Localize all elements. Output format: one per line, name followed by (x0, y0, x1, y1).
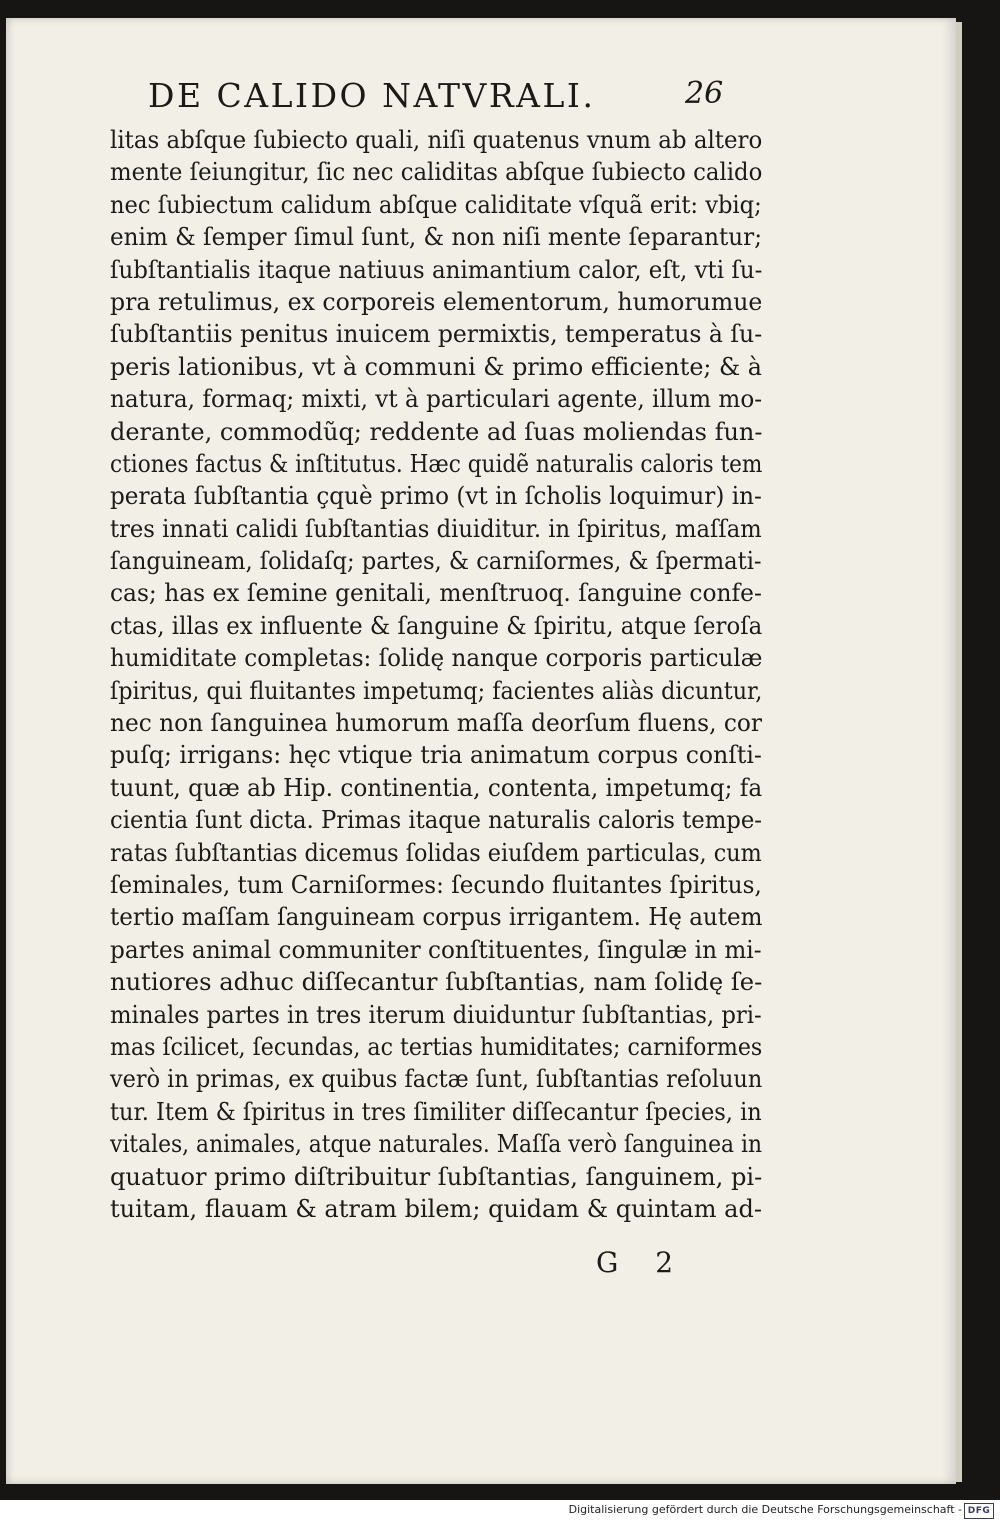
text-line: peris lationibus, vt à communi & primo efficiente; & à (110, 351, 762, 381)
text-line: perata ſubſtantia çquè primo (vt in ſcholis loquimur) in- (110, 481, 762, 511)
text-line: partes animal communiter conſtituentes, ſingulæ in mi- (110, 934, 762, 964)
text-line: tres innati calidi ſubſtantias diuiditur. in ſpiritus, maſſam (110, 513, 762, 543)
text-line: pra retulimus, ex corporeis elementorum, humorumue (110, 286, 763, 316)
text-line: nec non ſanguinea humorum maſſa deorſum fluens, cor (110, 708, 763, 738)
text-line: ſubſtantialis itaque natiuus animantium calor, eſt, vti ſu- (110, 254, 763, 284)
text-line: ſanguineam, ſolidaſq; partes, & carniſormes, & ſpermati- (110, 546, 762, 576)
text-line: nec ſubiectum calidum abſque caliditate vſquã erit: vbiq; (110, 189, 762, 219)
text-line: mente ſeiungitur, ſic nec caliditas abſque ſubiecto calido (110, 157, 763, 187)
text-line: minales partes in tres iterum diuiduntur ſubſtantias, pri- (110, 999, 762, 1029)
text-line: cientia ſunt dicta. Primas itaque naturalis caloris tempe- (110, 805, 762, 835)
page-edge (956, 22, 962, 1482)
signature-mark: G 2 (596, 1246, 688, 1279)
text-line: ratas ſubſtantias dicemus ſolidas eiuſdem particulas, cum (110, 837, 762, 867)
text-line: ſubſtantiis penitus inuicem permixtis, temperatus à ſu- (110, 319, 763, 349)
text-line: mas ſcilicet, ſecundas, ac tertias humiditates; carniformes (110, 1031, 763, 1061)
dfg-logo-icon: DFG (964, 1503, 994, 1519)
footer-credit: Digitalisierung gefördert durch die Deutsche Forschungsgemeinschaft - (568, 1503, 962, 1516)
footer-bar (0, 1500, 1000, 1521)
text-line: humiditate completas: ſolidę nanque corporis particulæ (110, 643, 763, 673)
text-line: ſpiritus, qui fluitantes impetumq; facientes aliàs dicuntur, (110, 675, 763, 705)
text-line: ſeminales, tum Carniſormes: ſecundo fluitantes ſpiritus, (110, 869, 762, 899)
body-text (110, 124, 762, 1225)
text-line: litas abſque ſubiecto quali, niſi quatenus vnum ab altero (110, 125, 763, 154)
text-line: tuunt, quæ ab Hip. continentia, contenta, impetumq; fa (110, 772, 763, 802)
running-title: DE CALIDO NATVRALI. (148, 76, 596, 115)
text-line: tur. Item & ſpiritus in tres ſimiliter diſſecantur ſpecies, in (110, 1096, 762, 1126)
text-line: derante, commodũq; reddente ad ſuas moliendas fun- (110, 416, 763, 446)
text-line: nutiores adhuc diſſecantur ſubſtantias, nam ſolidę ſe- (110, 967, 763, 997)
text-line: quatuor primo diſtribuitur ſubſtantias, ſanguinem, pi- (110, 1161, 763, 1191)
text-line: ctiones factus & inſtitutus. Hæc quidẽ naturalis caloris tem (110, 448, 763, 478)
text-line: puſq; irrigans: hęc vtique tria animatum corpus conſti- (110, 740, 762, 770)
text-line: verò in primas, ex quibus factæ ſunt, ſubſtantias reſoluun (110, 1064, 763, 1094)
text-line: vitales, animales, atque naturales. Maſſa verò ſanguinea in (110, 1129, 763, 1159)
running-head (148, 76, 724, 120)
text-line: cas; has ex ſemine genitali, menſtruoq. ſanguine confe- (110, 578, 762, 608)
text-line: natura, formaq; mixti, vt à particulari agente, illum mo- (110, 384, 763, 414)
page-number: 26 (685, 76, 724, 111)
text-line: tuitam, flauam & atram bilem; quidam & quintam ad- (110, 1193, 762, 1223)
text-line: ctas, illas ex influente & ſanguine & ſpiritu, atque ſeroſa (110, 610, 763, 640)
text-line: enim & ſemper ſimul ſunt, & non niſi mente ſeparantur; (110, 222, 762, 252)
text-line: tertio maſſam ſanguineam corpus irrigantem. Hę autem (110, 902, 763, 932)
